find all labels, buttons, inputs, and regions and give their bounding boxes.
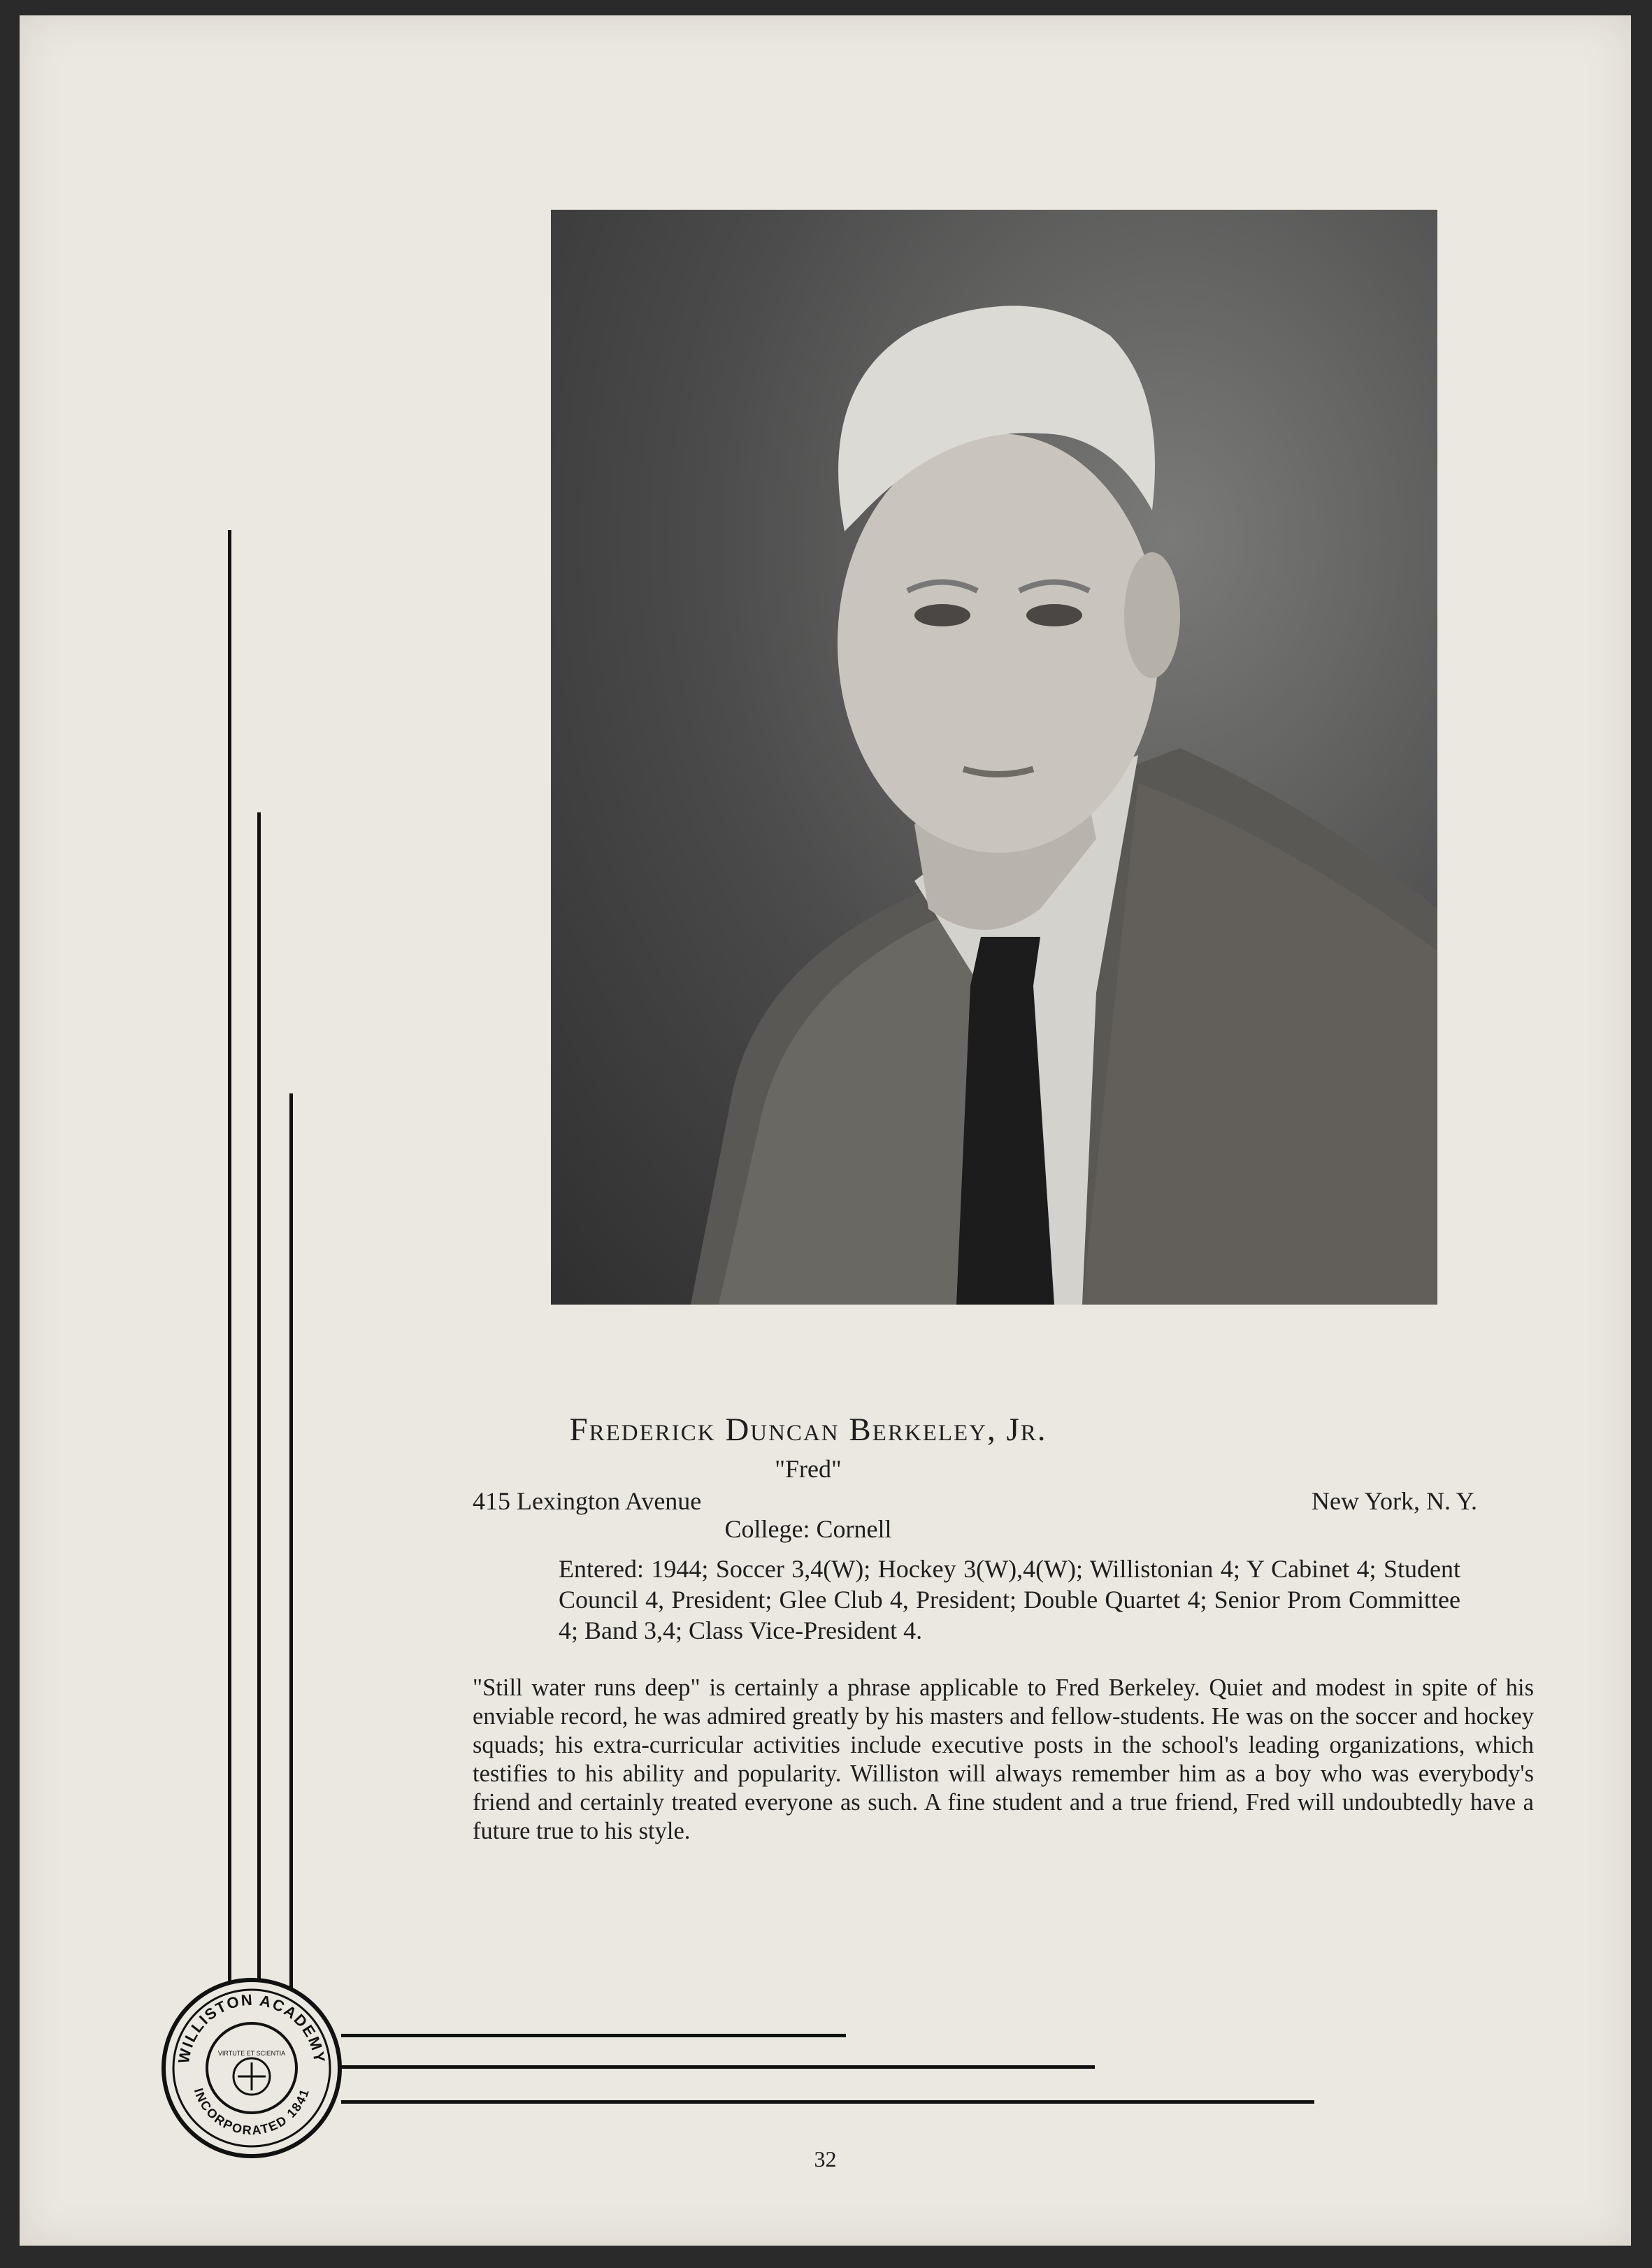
student-name: Frederick Duncan Berkeley, Jr. — [569, 1412, 1047, 1448]
student-nickname: "Fred" — [775, 1455, 842, 1483]
horizontal-rule-3 — [341, 2100, 1314, 2104]
seal-bottom-text: INCORPORATED 1841 — [191, 2086, 313, 2138]
horizontal-rule-1 — [341, 2034, 846, 2037]
vertical-rule-1 — [228, 530, 231, 2015]
home-address: 415 Lexington Avenue — [473, 1487, 702, 1515]
seal-top-text: WILLISTON ACADEMY — [174, 1990, 329, 2065]
portrait-photo — [551, 210, 1437, 1305]
home-city: New York, N. Y. — [1312, 1487, 1478, 1515]
activities-record: Entered: 1944; Soccer 3,4(W); Hockey 3(W),4(W); Willistonian 4; Y Cabinet 4; Student Council 4, President; Glee Club 4, President; Double Quartet 4; Senior Prom Committee 4; Band 3,4; Class Vice-President 4. — [559, 1555, 1460, 1644]
biography-paragraph: "Still water runs deep" is certainly a phrase applicable to Fred Berkeley. Quiet and modest in spite of his enviable record, he was admired greatly by his masters and fellow-students. He was on the soccer and hockey squads; his extra-curricular activities include executive posts in the school's leading organizations, which testifies to his ability and popularity. Williston will always remember him as a boy who was everybody's friend and certainly treated everyone as such. A fine student and a true friend, Fred will undoubtedly have a future true to his style. — [473, 1674, 1534, 1844]
vertical-rule-3 — [289, 1093, 293, 2002]
seal-motto: VIRTUTE ET SCIENTIA — [217, 2050, 286, 2057]
vertical-rule-2 — [257, 812, 261, 2001]
yearbook-page — [20, 15, 1631, 2246]
page-number: 32 — [814, 2146, 837, 2172]
horizontal-rule-2 — [341, 2065, 1095, 2069]
school-seal-icon — [161, 1977, 343, 2159]
college: College: Cornell — [724, 1515, 892, 1543]
